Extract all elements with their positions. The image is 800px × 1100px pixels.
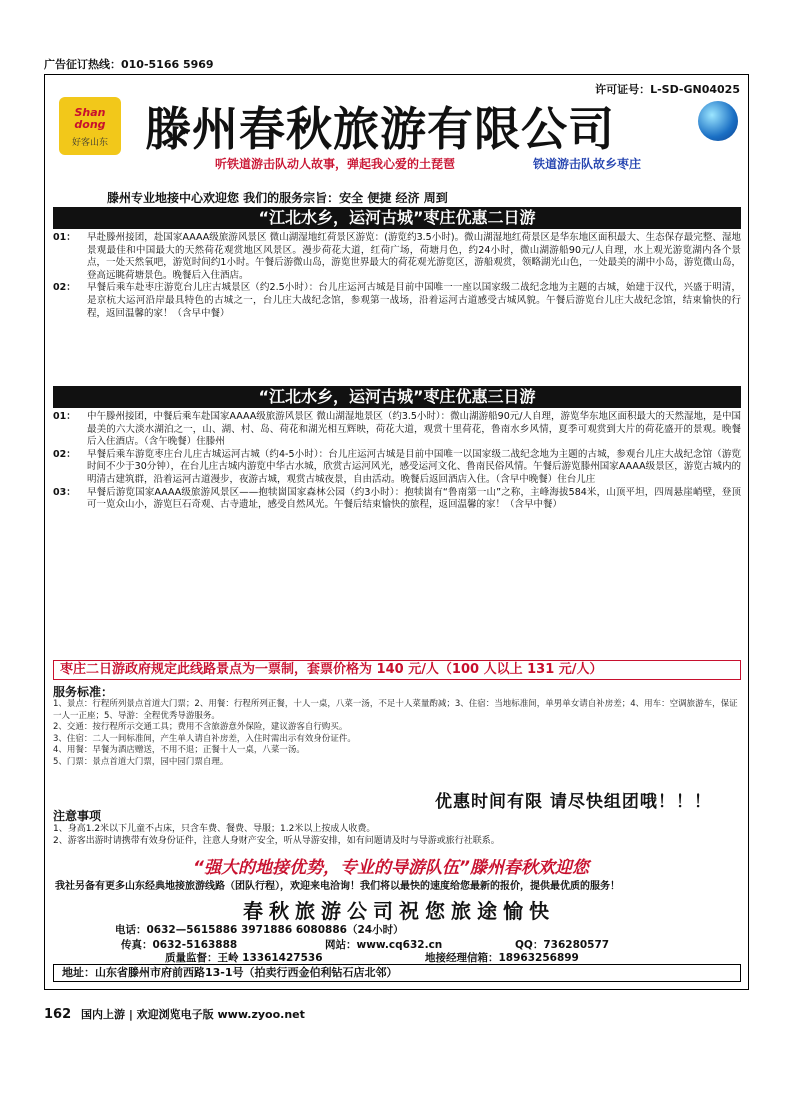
shandong-logo-icon (59, 97, 121, 155)
day-text: 早餐后乘车赴枣庄游览台儿庄古城景区（约2.5小时）：台儿庄运河古城是目前中国唯一一座以国家级二战纪念地为主题的古城，始建于汉代，兴盛于明清，是京杭大运河沿岸最具特色的古城之一，台儿庄大战纪念馆，参观第一战场，沿着运河古道感受古城风貌。午餐后游览台儿庄大战纪念馆，结束愉快的行程，返回温馨的家！（含早中餐） (87, 282, 741, 319)
page-number: 162 (44, 1007, 72, 1022)
itinerary-day (53, 487, 741, 512)
itinerary-day (53, 411, 741, 449)
standard-item: 2、交通：按行程所示交通工具；费用不含旅游意外保险，建议游客自行购买。 (53, 722, 348, 732)
itinerary-day (53, 282, 741, 320)
service-standard-list (53, 699, 741, 768)
day-label: 03： (53, 486, 76, 498)
license-number: 许可证号：L-SD-GN04025 (595, 83, 740, 96)
footer-text: 国内上游 | 欢迎浏览电子版 www.zyoo.net (80, 1008, 305, 1021)
more-routes-line: 我社另备有更多山东经典地接旅游线路（团队行程），欢迎来电洽询！我们将以最快的速度给您最新的报价，提供最优质的服务！ (55, 881, 620, 892)
service-motto: 滕州专业地接中心欢迎您 我们的服务宗旨：安全 便捷 经济 周到 (107, 191, 448, 205)
slogan-left: 听铁道游击队动人故事，弹起我心爱的土琵琶 (215, 157, 456, 171)
service-standard-heading: 服务标准： (53, 685, 114, 699)
manager-mailbox: 地接经理信箱：18963256899 (425, 952, 579, 964)
day-label: 01： (53, 411, 76, 422)
notes-heading: 注意事项 (53, 809, 102, 823)
notes-list (53, 823, 741, 847)
day-label: 02： (53, 448, 76, 460)
globe-icon (698, 101, 738, 141)
day-label: 02： (53, 282, 76, 294)
day-text: 早餐后游览国家AAAA级旅游风景区——抱犊崮国家森林公园（约3小时）：抱犊崮有“鲁南第一山”之称，主峰海拔584米，山顶平坦，四周悬崖峭壁，登顶可一览众山小，游览巨石奇观、古寺遗址，感受自然风光。午餐后结束愉快的旅程，返回温馨的家！（含早中餐） (87, 486, 741, 511)
page-footer (44, 1006, 305, 1022)
standard-item: 4、用餐：早餐为酒店赠送，不用不退；正餐十人一桌，八菜一汤。 (53, 745, 305, 755)
logo-text: Shan dong (74, 106, 106, 131)
ad-hotline: 广告征订热线：010-5166 5969 (44, 58, 214, 71)
advertisement-frame (44, 74, 749, 990)
day-text: 早赴滕州接团，赴国家AAAA级旅游风景区 微山湖湿地红荷景区游览：(游览约3.5小时)。微山湖湿地红荷景区是华东地区面积最大、生态保存最完整、湿地景观最佳和中国最大的天然荷花观赏地区风景区。漫步荷花大道，红荷广场，荷塘月色，约24小时，微山湖游船90元/人自理，水上观光游览湖内各个景点，一处天然氧吧，游览时间约1小时。午餐后游微山岛，游览世界最大的荷花观光游览区，游船观赏，领略湖光山色，一处最美的湖中小岛，游览微山岛，登高远眺荷塘景色。晚餐后入住酒店。 (87, 232, 741, 281)
price-banner: 枣庄二日游政府规定此线路景点为一票制，套票价格为 140 元/人（100 人以上 131 元/人） (53, 660, 741, 680)
day-label: 01： (53, 232, 76, 243)
tour2-itinerary (53, 411, 741, 512)
red-slogan: “强大的地接优势，专业的导游队伍”滕州春秋欢迎您 (193, 858, 589, 878)
company-name: 滕州春秋旅游有限公司 (145, 102, 615, 156)
promo-text: 优惠时间有限 请尽快组团哦！！！ (435, 792, 712, 812)
standard-item: 3、住宿：二人一间标准间，产生单人请自补房差，入住时需出示有效身份证件。 (53, 733, 356, 744)
itinerary-day (53, 232, 741, 282)
note-item: 1、身高1.2米以下儿童不占床，只含车费、餐费、导服；1.2米以上按成人收费。 (53, 824, 376, 834)
qq-line: QQ：736280577 (515, 939, 610, 951)
standard-item: 1、景点：行程所列景点首道大门票；2、用餐：行程所列正餐，十人一桌，八菜一汤，不足十人菜量酌减；3、住宿：当地标准间，单男单女请自补房差；4、用车：空调旅游车，保证一人一正座；5、导游：全程优秀导游服务。 (53, 699, 738, 721)
address-box: 地址：山东省滕州市府前西路13-1号（拍卖行西金伯利钻石店北邻） (53, 964, 741, 982)
standard-item: 5、门票：景点首道大门票，园中园门票自理。 (53, 756, 229, 767)
logo-subtext: 好客山东 (71, 138, 108, 148)
day-text: 中午滕州接团，中餐后乘车赴国家AAAA级旅游风景区 微山湖湿地景区（约3.5小时）：微山湖游船90元/人自理，游览华东地区面积最大的天然湿地，是中国最美的六大淡水湖泊之一，山、湖、村、岛、荷花和湖光相互辉映，荷花大道，观赏十里荷花，鲁南水乡风情，夏季可观赏到大片的荷花盛开的景观。晚餐后入住酒店。（含午晚餐）住滕州 (87, 411, 741, 448)
website-link[interactable]: 网站：www.cq632.cn (325, 939, 443, 951)
tour1-itinerary (53, 232, 741, 320)
quality-supervision: 质量监督：王岭 13361427536 (165, 952, 323, 964)
fax-line: 传真：0632-5163888 (121, 939, 238, 951)
slogan-right: 铁道游击队故乡枣庄 (533, 157, 642, 171)
tour2-title: “江北水乡，运河古城”枣庄优惠三日游 (53, 386, 741, 408)
day-text: 早餐后乘车游览枣庄台儿庄古城运河古城（约4-5小时）：台儿庄运河古城是目前中国唯一以国家级二战纪念地为主题的古城，参观台儿庄大战纪念馆（游览时间不少于30分钟），在台儿庄古城内游览中华古水城，欣赏古运河风光，感受运河文化、鲁南民俗风情。午餐后游览滕州国家AAAA级景区，游览古城内的明清古建筑群，沿着运河古道漫步，夜游古城，观赏古城夜景，自由活动。晚餐后返回酒店入住。（含早中晚餐）住台儿庄 (87, 448, 741, 485)
tour1-title: “江北水乡，运河古城”枣庄优惠二日游 (53, 207, 741, 229)
phone-line: 电话：0632—5615886 3971886 6080886（24小时） (115, 924, 404, 936)
note-item: 2、游客出游时请携带有效身份证件，注意人身财产安全，听从导游安排，如有问题请及时与导游或旅行社联系。 (53, 836, 500, 846)
wish-title: 春秋旅游公司祝您旅途愉快 (243, 899, 555, 923)
itinerary-day (53, 449, 741, 487)
